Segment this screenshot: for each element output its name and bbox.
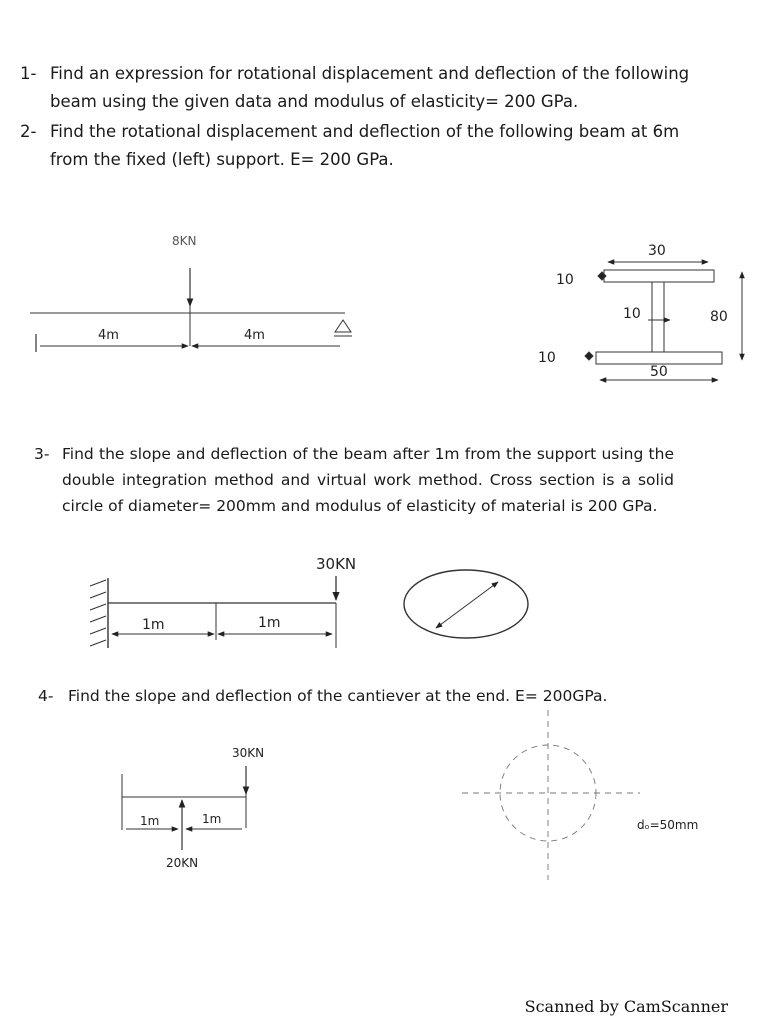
beam-2-load-label: 30KN: [316, 555, 357, 573]
question-4-number: 4-: [38, 687, 54, 705]
beam-3-span-right-label: 1m: [202, 812, 222, 826]
question-2-text: Find the rotational displacement and deflection of the following beam at 6m from the fixed (left) support. E= 200 GPa.: [50, 122, 680, 169]
beam-1-right-support-icon: [335, 320, 351, 332]
i-section-top-width-label: 30: [648, 243, 666, 259]
i-section-height-label: 80: [710, 309, 728, 325]
dashed-circle-section: [462, 710, 640, 880]
beam-3-span-left-label: 1m: [140, 814, 160, 828]
i-section-bottom-width-label: 50: [650, 364, 668, 380]
beam-1-diagram: [30, 268, 352, 352]
i-section-flange-marker-bottom: [585, 352, 593, 360]
beam-2-span-left-label: 1m: [142, 617, 165, 633]
i-section-web: [652, 282, 664, 352]
i-section-bottom-flange: [596, 352, 722, 364]
beam-3-diagram: [122, 710, 640, 880]
circular-section-diameter: [436, 582, 498, 628]
beam-1-load-label: 8KN: [172, 234, 197, 248]
beam-2-span-right-label: 1m: [258, 615, 281, 631]
i-section-flange-top-label: 10: [556, 272, 574, 288]
beam-2-diagram: [90, 570, 528, 648]
question-3-number: 3-: [34, 445, 50, 463]
circular-section-icon: [404, 570, 528, 638]
i-section-flange-marker-top: [598, 272, 606, 280]
question-1-number: 1-: [20, 64, 37, 83]
section-diameter-label: dₒ=50mm: [637, 818, 699, 832]
beam-1-span-right-label: 4m: [244, 328, 265, 343]
i-section-flange-bottom-label: 10: [538, 350, 556, 366]
scanner-footer: Scanned by CamScanner: [524, 997, 728, 1016]
question-2-number: 2-: [20, 122, 37, 141]
beam-3-load-down-label: 30KN: [232, 746, 265, 760]
i-section-top-flange: [604, 270, 714, 282]
beam-3-load-up-label: 20KN: [166, 856, 199, 870]
question-4-text: Find the slope and deflection of the cantiever at the end. E= 200GPa.: [68, 687, 608, 705]
question-3-text: Find the slope and deflection of the beam after 1m from the support using the double integration method and virtual work method. Cross section is a solid circle of diameter= 200mm and modulus of elasticity of material is 200 GPa.: [62, 445, 674, 515]
i-section-web-label: 10: [623, 306, 641, 322]
beam-1-span-left-label: 4m: [98, 328, 119, 343]
question-1-text: Find an expression for rotational displacement and deflection of the following beam using the given data and modulus of elasticity= 200 GPa.: [50, 64, 690, 111]
